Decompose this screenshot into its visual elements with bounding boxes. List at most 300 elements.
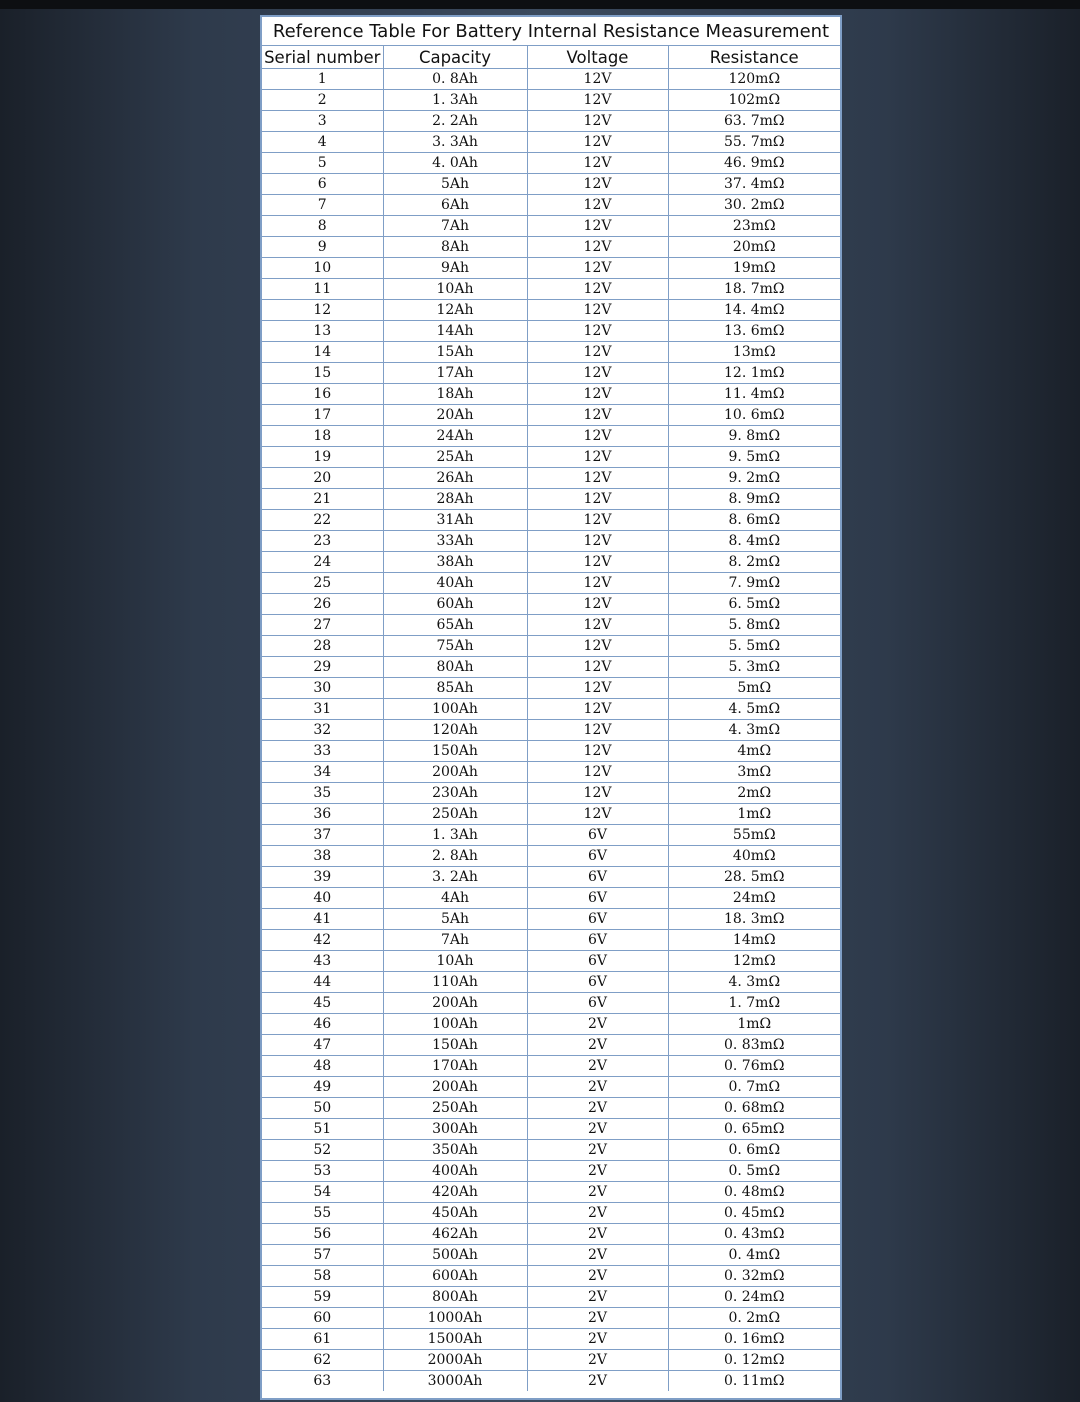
table-row xyxy=(262,993,840,1014)
capacity-cell: 14Ah xyxy=(383,321,527,342)
resistance-cell: 12mΩ xyxy=(668,951,840,972)
serial-cell: 6 xyxy=(262,174,383,195)
table-row xyxy=(262,1098,840,1119)
serial-cell: 62 xyxy=(262,1350,383,1371)
resistance-cell: 120mΩ xyxy=(668,69,840,90)
serial-cell: 20 xyxy=(262,468,383,489)
voltage-cell: 12V xyxy=(527,132,668,153)
serial-cell: 44 xyxy=(262,972,383,993)
voltage-cell: 2V xyxy=(527,1287,668,1308)
serial-cell: 38 xyxy=(262,846,383,867)
capacity-cell: 33Ah xyxy=(383,531,527,552)
resistance-cell: 5. 3mΩ xyxy=(668,657,840,678)
table-row xyxy=(262,825,840,846)
voltage-cell: 12V xyxy=(527,783,668,804)
capacity-cell: 450Ah xyxy=(383,1203,527,1224)
voltage-cell: 12V xyxy=(527,426,668,447)
resistance-cell: 4. 3mΩ xyxy=(668,720,840,741)
capacity-cell: 110Ah xyxy=(383,972,527,993)
resistance-cell: 5mΩ xyxy=(668,678,840,699)
capacity-cell: 400Ah xyxy=(383,1161,527,1182)
capacity-cell: 800Ah xyxy=(383,1287,527,1308)
table-row xyxy=(262,657,840,678)
serial-cell: 55 xyxy=(262,1203,383,1224)
serial-cell: 7 xyxy=(262,195,383,216)
serial-cell: 18 xyxy=(262,426,383,447)
serial-cell: 49 xyxy=(262,1077,383,1098)
table-row xyxy=(262,153,840,174)
voltage-cell: 12V xyxy=(527,258,668,279)
resistance-cell: 0. 68mΩ xyxy=(668,1098,840,1119)
table-row xyxy=(262,1056,840,1077)
voltage-cell: 12V xyxy=(527,657,668,678)
voltage-cell: 2V xyxy=(527,1308,668,1329)
capacity-cell: 150Ah xyxy=(383,741,527,762)
voltage-cell: 2V xyxy=(527,1329,668,1350)
serial-cell: 48 xyxy=(262,1056,383,1077)
resistance-cell: 10. 6mΩ xyxy=(668,405,840,426)
capacity-cell: 100Ah xyxy=(383,1014,527,1035)
voltage-cell: 12V xyxy=(527,594,668,615)
serial-cell: 33 xyxy=(262,741,383,762)
table-row xyxy=(262,552,840,573)
capacity-cell: 7Ah xyxy=(383,216,527,237)
table-row xyxy=(262,594,840,615)
capacity-cell: 1. 3Ah xyxy=(383,90,527,111)
serial-cell: 13 xyxy=(262,321,383,342)
serial-cell: 63 xyxy=(262,1371,383,1392)
serial-cell: 41 xyxy=(262,909,383,930)
resistance-cell: 13mΩ xyxy=(668,342,840,363)
voltage-cell: 12V xyxy=(527,636,668,657)
capacity-cell: 7Ah xyxy=(383,930,527,951)
header-voltage: Voltage xyxy=(527,46,668,69)
serial-cell: 23 xyxy=(262,531,383,552)
capacity-cell: 420Ah xyxy=(383,1182,527,1203)
table-row xyxy=(262,636,840,657)
voltage-cell: 12V xyxy=(527,153,668,174)
serial-cell: 16 xyxy=(262,384,383,405)
table-row xyxy=(262,1287,840,1308)
serial-cell: 1 xyxy=(262,69,383,90)
table-row xyxy=(262,321,840,342)
serial-cell: 30 xyxy=(262,678,383,699)
voltage-cell: 12V xyxy=(527,741,668,762)
resistance-cell: 8. 2mΩ xyxy=(668,552,840,573)
table-row xyxy=(262,384,840,405)
voltage-cell: 12V xyxy=(527,552,668,573)
capacity-cell: 8Ah xyxy=(383,237,527,258)
resistance-cell: 6. 5mΩ xyxy=(668,594,840,615)
top-status-bar xyxy=(0,0,1080,9)
resistance-cell: 37. 4mΩ xyxy=(668,174,840,195)
serial-cell: 28 xyxy=(262,636,383,657)
voltage-cell: 6V xyxy=(527,888,668,909)
resistance-cell: 28. 5mΩ xyxy=(668,867,840,888)
voltage-cell: 6V xyxy=(527,867,668,888)
serial-cell: 19 xyxy=(262,447,383,468)
table-row xyxy=(262,1161,840,1182)
capacity-cell: 65Ah xyxy=(383,615,527,636)
resistance-cell: 18. 3mΩ xyxy=(668,909,840,930)
table-row xyxy=(262,405,840,426)
capacity-cell: 31Ah xyxy=(383,510,527,531)
serial-cell: 26 xyxy=(262,594,383,615)
capacity-cell: 230Ah xyxy=(383,783,527,804)
resistance-cell: 102mΩ xyxy=(668,90,840,111)
capacity-cell: 3. 2Ah xyxy=(383,867,527,888)
serial-cell: 45 xyxy=(262,993,383,1014)
voltage-cell: 2V xyxy=(527,1077,668,1098)
resistance-cell: 13. 6mΩ xyxy=(668,321,840,342)
resistance-cell: 0. 24mΩ xyxy=(668,1287,840,1308)
resistance-cell: 20mΩ xyxy=(668,237,840,258)
table-row xyxy=(262,1119,840,1140)
voltage-cell: 2V xyxy=(527,1056,668,1077)
resistance-cell: 9. 2mΩ xyxy=(668,468,840,489)
resistance-cell: 55. 7mΩ xyxy=(668,132,840,153)
capacity-cell: 28Ah xyxy=(383,489,527,510)
voltage-cell: 12V xyxy=(527,405,668,426)
serial-cell: 61 xyxy=(262,1329,383,1350)
serial-cell: 43 xyxy=(262,951,383,972)
header-serial-number: Serial number xyxy=(262,46,383,69)
table-row xyxy=(262,1308,840,1329)
capacity-cell: 170Ah xyxy=(383,1056,527,1077)
voltage-cell: 12V xyxy=(527,90,668,111)
resistance-cell: 0. 32mΩ xyxy=(668,1266,840,1287)
capacity-cell: 150Ah xyxy=(383,1035,527,1056)
resistance-cell: 9. 5mΩ xyxy=(668,447,840,468)
table-row xyxy=(262,1182,840,1203)
table-row xyxy=(262,1140,840,1161)
capacity-cell: 5Ah xyxy=(383,909,527,930)
serial-cell: 2 xyxy=(262,90,383,111)
capacity-cell: 200Ah xyxy=(383,762,527,783)
capacity-cell: 200Ah xyxy=(383,1077,527,1098)
table-row xyxy=(262,447,840,468)
serial-cell: 46 xyxy=(262,1014,383,1035)
table-row xyxy=(262,1077,840,1098)
voltage-cell: 6V xyxy=(527,825,668,846)
table-row xyxy=(262,972,840,993)
resistance-cell: 1mΩ xyxy=(668,804,840,825)
resistance-cell: 55mΩ xyxy=(668,825,840,846)
table-row xyxy=(262,195,840,216)
serial-cell: 47 xyxy=(262,1035,383,1056)
resistance-cell: 0. 16mΩ xyxy=(668,1329,840,1350)
table-row xyxy=(262,1266,840,1287)
capacity-cell: 3. 3Ah xyxy=(383,132,527,153)
serial-cell: 15 xyxy=(262,363,383,384)
voltage-cell: 12V xyxy=(527,531,668,552)
capacity-cell: 17Ah xyxy=(383,363,527,384)
table-row xyxy=(262,69,840,90)
voltage-cell: 2V xyxy=(527,1203,668,1224)
voltage-cell: 12V xyxy=(527,321,668,342)
resistance-cell: 4. 3mΩ xyxy=(668,972,840,993)
capacity-cell: 10Ah xyxy=(383,951,527,972)
voltage-cell: 12V xyxy=(527,69,668,90)
capacity-cell: 6Ah xyxy=(383,195,527,216)
capacity-cell: 2. 2Ah xyxy=(383,111,527,132)
resistance-cell: 11. 4mΩ xyxy=(668,384,840,405)
table-row xyxy=(262,258,840,279)
resistance-cell: 0. 83mΩ xyxy=(668,1035,840,1056)
serial-cell: 11 xyxy=(262,279,383,300)
resistance-cell: 8. 9mΩ xyxy=(668,489,840,510)
resistance-cell: 19mΩ xyxy=(668,258,840,279)
voltage-cell: 12V xyxy=(527,237,668,258)
capacity-cell: 40Ah xyxy=(383,573,527,594)
resistance-cell: 14mΩ xyxy=(668,930,840,951)
voltage-cell: 6V xyxy=(527,846,668,867)
capacity-cell: 1500Ah xyxy=(383,1329,527,1350)
voltage-cell: 12V xyxy=(527,174,668,195)
header-row xyxy=(262,46,840,69)
capacity-cell: 3000Ah xyxy=(383,1371,527,1392)
serial-cell: 9 xyxy=(262,237,383,258)
capacity-cell: 60Ah xyxy=(383,594,527,615)
serial-cell: 37 xyxy=(262,825,383,846)
voltage-cell: 2V xyxy=(527,1140,668,1161)
voltage-cell: 2V xyxy=(527,1245,668,1266)
capacity-cell: 26Ah xyxy=(383,468,527,489)
resistance-cell: 0. 45mΩ xyxy=(668,1203,840,1224)
resistance-cell: 9. 8mΩ xyxy=(668,426,840,447)
serial-cell: 29 xyxy=(262,657,383,678)
table-row xyxy=(262,804,840,825)
resistance-cell: 0. 6mΩ xyxy=(668,1140,840,1161)
voltage-cell: 12V xyxy=(527,447,668,468)
serial-cell: 22 xyxy=(262,510,383,531)
capacity-cell: 75Ah xyxy=(383,636,527,657)
voltage-cell: 12V xyxy=(527,111,668,132)
voltage-cell: 2V xyxy=(527,1371,668,1392)
resistance-cell: 63. 7mΩ xyxy=(668,111,840,132)
voltage-cell: 2V xyxy=(527,1098,668,1119)
serial-cell: 3 xyxy=(262,111,383,132)
voltage-cell: 6V xyxy=(527,909,668,930)
voltage-cell: 12V xyxy=(527,384,668,405)
serial-cell: 54 xyxy=(262,1182,383,1203)
capacity-cell: 2000Ah xyxy=(383,1350,527,1371)
resistance-cell: 46. 9mΩ xyxy=(668,153,840,174)
voltage-cell: 12V xyxy=(527,615,668,636)
serial-cell: 17 xyxy=(262,405,383,426)
resistance-cell: 0. 11mΩ xyxy=(668,1371,840,1392)
capacity-cell: 200Ah xyxy=(383,993,527,1014)
voltage-cell: 12V xyxy=(527,279,668,300)
table-row xyxy=(262,1245,840,1266)
table-row xyxy=(262,699,840,720)
table-row xyxy=(262,90,840,111)
capacity-cell: 85Ah xyxy=(383,678,527,699)
voltage-cell: 12V xyxy=(527,468,668,489)
serial-cell: 34 xyxy=(262,762,383,783)
serial-cell: 51 xyxy=(262,1119,383,1140)
capacity-cell: 250Ah xyxy=(383,1098,527,1119)
voltage-cell: 2V xyxy=(527,1224,668,1245)
capacity-cell: 24Ah xyxy=(383,426,527,447)
capacity-cell: 9Ah xyxy=(383,258,527,279)
voltage-cell: 2V xyxy=(527,1119,668,1140)
table-row xyxy=(262,363,840,384)
capacity-cell: 600Ah xyxy=(383,1266,527,1287)
serial-cell: 4 xyxy=(262,132,383,153)
table-row xyxy=(262,279,840,300)
voltage-cell: 2V xyxy=(527,1350,668,1371)
serial-cell: 40 xyxy=(262,888,383,909)
table-row xyxy=(262,951,840,972)
capacity-cell: 120Ah xyxy=(383,720,527,741)
resistance-cell: 0. 7mΩ xyxy=(668,1077,840,1098)
capacity-cell: 12Ah xyxy=(383,300,527,321)
header-resistance: Resistance xyxy=(668,46,840,69)
voltage-cell: 6V xyxy=(527,972,668,993)
capacity-cell: 38Ah xyxy=(383,552,527,573)
serial-cell: 14 xyxy=(262,342,383,363)
resistance-cell: 0. 2mΩ xyxy=(668,1308,840,1329)
resistance-cell: 0. 4mΩ xyxy=(668,1245,840,1266)
capacity-cell: 20Ah xyxy=(383,405,527,426)
serial-cell: 58 xyxy=(262,1266,383,1287)
capacity-cell: 250Ah xyxy=(383,804,527,825)
resistance-cell: 0. 43mΩ xyxy=(668,1224,840,1245)
capacity-cell: 2. 8Ah xyxy=(383,846,527,867)
table-row xyxy=(262,489,840,510)
table-row xyxy=(262,720,840,741)
voltage-cell: 12V xyxy=(527,342,668,363)
voltage-cell: 2V xyxy=(527,1014,668,1035)
resistance-table xyxy=(262,17,840,1391)
table-row xyxy=(262,1014,840,1035)
voltage-cell: 12V xyxy=(527,195,668,216)
table-row xyxy=(262,468,840,489)
resistance-cell: 23mΩ xyxy=(668,216,840,237)
resistance-cell: 18. 7mΩ xyxy=(668,279,840,300)
table-row xyxy=(262,216,840,237)
voltage-cell: 6V xyxy=(527,993,668,1014)
voltage-cell: 12V xyxy=(527,762,668,783)
resistance-cell: 0. 12mΩ xyxy=(668,1350,840,1371)
serial-cell: 8 xyxy=(262,216,383,237)
table-row xyxy=(262,1371,840,1392)
resistance-cell: 30. 2mΩ xyxy=(668,195,840,216)
table-row xyxy=(262,531,840,552)
resistance-cell: 14. 4mΩ xyxy=(668,300,840,321)
capacity-cell: 100Ah xyxy=(383,699,527,720)
voltage-cell: 12V xyxy=(527,678,668,699)
table-row xyxy=(262,174,840,195)
table-title: Reference Table For Battery Internal Resistance Measurement xyxy=(262,17,840,46)
capacity-cell: 462Ah xyxy=(383,1224,527,1245)
table-row xyxy=(262,1350,840,1371)
resistance-cell: 5. 5mΩ xyxy=(668,636,840,657)
serial-cell: 12 xyxy=(262,300,383,321)
serial-cell: 39 xyxy=(262,867,383,888)
resistance-cell: 0. 48mΩ xyxy=(668,1182,840,1203)
voltage-cell: 12V xyxy=(527,720,668,741)
serial-cell: 27 xyxy=(262,615,383,636)
voltage-cell: 2V xyxy=(527,1266,668,1287)
resistance-cell: 8. 6mΩ xyxy=(668,510,840,531)
resistance-cell: 40mΩ xyxy=(668,846,840,867)
serial-cell: 42 xyxy=(262,930,383,951)
serial-cell: 59 xyxy=(262,1287,383,1308)
capacity-cell: 4Ah xyxy=(383,888,527,909)
voltage-cell: 12V xyxy=(527,573,668,594)
voltage-cell: 12V xyxy=(527,804,668,825)
serial-cell: 57 xyxy=(262,1245,383,1266)
capacity-cell: 1. 3Ah xyxy=(383,825,527,846)
header-capacity: Capacity xyxy=(383,46,527,69)
table-row xyxy=(262,1224,840,1245)
table-row xyxy=(262,1329,840,1350)
serial-cell: 32 xyxy=(262,720,383,741)
resistance-cell: 2mΩ xyxy=(668,783,840,804)
resistance-cell: 4. 5mΩ xyxy=(668,699,840,720)
table-row xyxy=(262,132,840,153)
voltage-cell: 12V xyxy=(527,363,668,384)
voltage-cell: 12V xyxy=(527,216,668,237)
serial-cell: 35 xyxy=(262,783,383,804)
table-row xyxy=(262,783,840,804)
capacity-cell: 15Ah xyxy=(383,342,527,363)
voltage-cell: 12V xyxy=(527,300,668,321)
serial-cell: 60 xyxy=(262,1308,383,1329)
capacity-cell: 500Ah xyxy=(383,1245,527,1266)
voltage-cell: 2V xyxy=(527,1161,668,1182)
reference-table-sheet xyxy=(260,15,842,1400)
table-row xyxy=(262,300,840,321)
table-row xyxy=(262,888,840,909)
table-row xyxy=(262,426,840,447)
capacity-cell: 18Ah xyxy=(383,384,527,405)
capacity-cell: 0. 8Ah xyxy=(383,69,527,90)
voltage-cell: 12V xyxy=(527,510,668,531)
serial-cell: 5 xyxy=(262,153,383,174)
table-row xyxy=(262,342,840,363)
resistance-cell: 8. 4mΩ xyxy=(668,531,840,552)
serial-cell: 21 xyxy=(262,489,383,510)
resistance-cell: 1mΩ xyxy=(668,1014,840,1035)
resistance-cell: 7. 9mΩ xyxy=(668,573,840,594)
resistance-cell: 0. 5mΩ xyxy=(668,1161,840,1182)
serial-cell: 50 xyxy=(262,1098,383,1119)
serial-cell: 56 xyxy=(262,1224,383,1245)
table-row xyxy=(262,762,840,783)
serial-cell: 52 xyxy=(262,1140,383,1161)
voltage-cell: 2V xyxy=(527,1182,668,1203)
table-row xyxy=(262,573,840,594)
table-body xyxy=(262,69,840,1392)
capacity-cell: 5Ah xyxy=(383,174,527,195)
resistance-cell: 4mΩ xyxy=(668,741,840,762)
capacity-cell: 25Ah xyxy=(383,447,527,468)
serial-cell: 24 xyxy=(262,552,383,573)
resistance-cell: 0. 65mΩ xyxy=(668,1119,840,1140)
table-row xyxy=(262,237,840,258)
serial-cell: 53 xyxy=(262,1161,383,1182)
capacity-cell: 1000Ah xyxy=(383,1308,527,1329)
capacity-cell: 4. 0Ah xyxy=(383,153,527,174)
capacity-cell: 350Ah xyxy=(383,1140,527,1161)
capacity-cell: 300Ah xyxy=(383,1119,527,1140)
table-row xyxy=(262,741,840,762)
table-row xyxy=(262,867,840,888)
voltage-cell: 12V xyxy=(527,699,668,720)
